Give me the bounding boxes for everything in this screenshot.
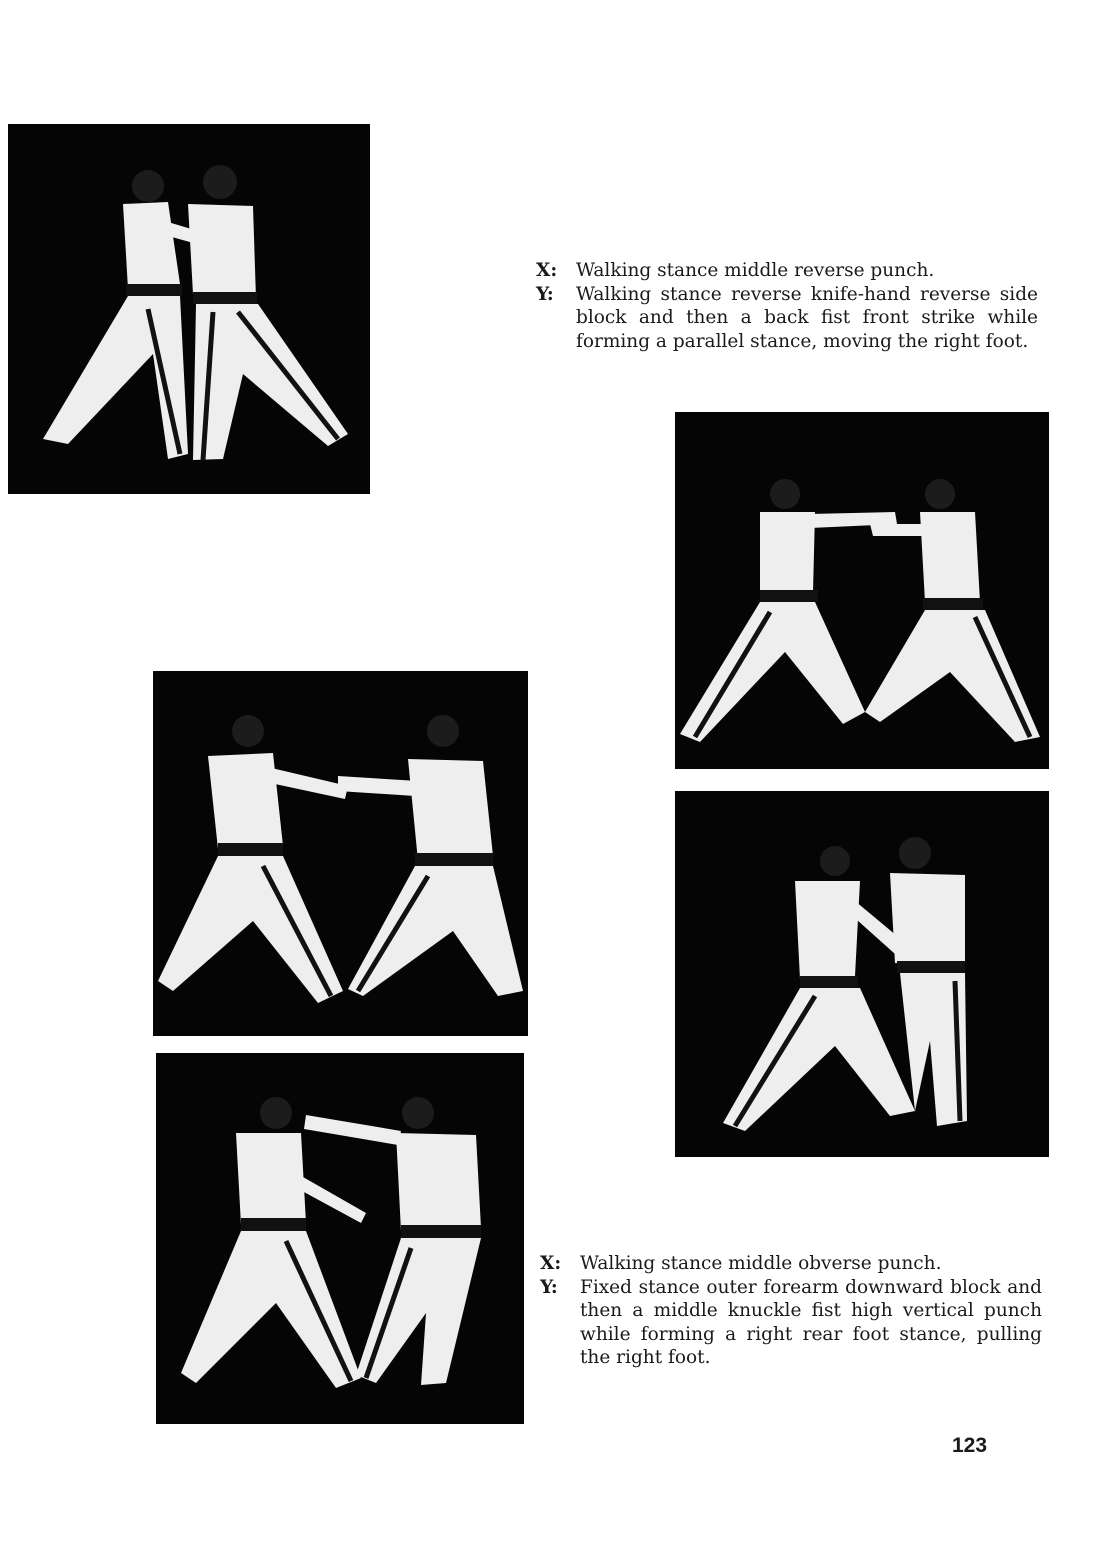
sparring-figures-5 xyxy=(675,791,1049,1157)
photo-sparring-4 xyxy=(675,412,1049,769)
sparring-figures-2 xyxy=(153,671,528,1036)
caption-top-y-label: Y: xyxy=(536,283,554,305)
caption-top-y-row xyxy=(536,283,1038,354)
caption-top-x-text: Walking stance middle reverse punch. xyxy=(576,260,935,281)
photo-sparring-2 xyxy=(153,671,528,1036)
photo-sparring-5 xyxy=(675,791,1049,1157)
caption-bottom-x-text: Walking stance middle obverse punch. xyxy=(580,1253,942,1274)
sparring-figures-1 xyxy=(8,124,370,494)
photo-sparring-3 xyxy=(156,1053,524,1424)
sparring-figures-4 xyxy=(675,412,1049,769)
caption-bottom-x-row xyxy=(540,1252,1042,1276)
caption-bottom-y-text: Fixed stance outer forearm downward block and then a middle knuckle fist high vertical punch while forming a right rear foot stance, pulling the right foot. xyxy=(580,1276,1042,1368)
caption-bottom xyxy=(540,1252,1042,1370)
page-number: 123 xyxy=(952,1434,988,1457)
photo-sparring-1 xyxy=(8,124,370,494)
caption-top xyxy=(536,259,1038,353)
caption-bottom-x-label: X: xyxy=(540,1253,562,1274)
caption-bottom-y-label: Y: xyxy=(540,1276,558,1298)
caption-top-x-row xyxy=(536,259,1038,283)
caption-top-x-label: X: xyxy=(536,260,558,281)
sparring-figures-3 xyxy=(156,1053,524,1424)
caption-bottom-y-row xyxy=(540,1276,1042,1370)
caption-top-y-text: Walking stance reverse knife-hand reverse side block and then a back fist front strike while forming a parallel stance, moving the right foot. xyxy=(576,283,1038,352)
